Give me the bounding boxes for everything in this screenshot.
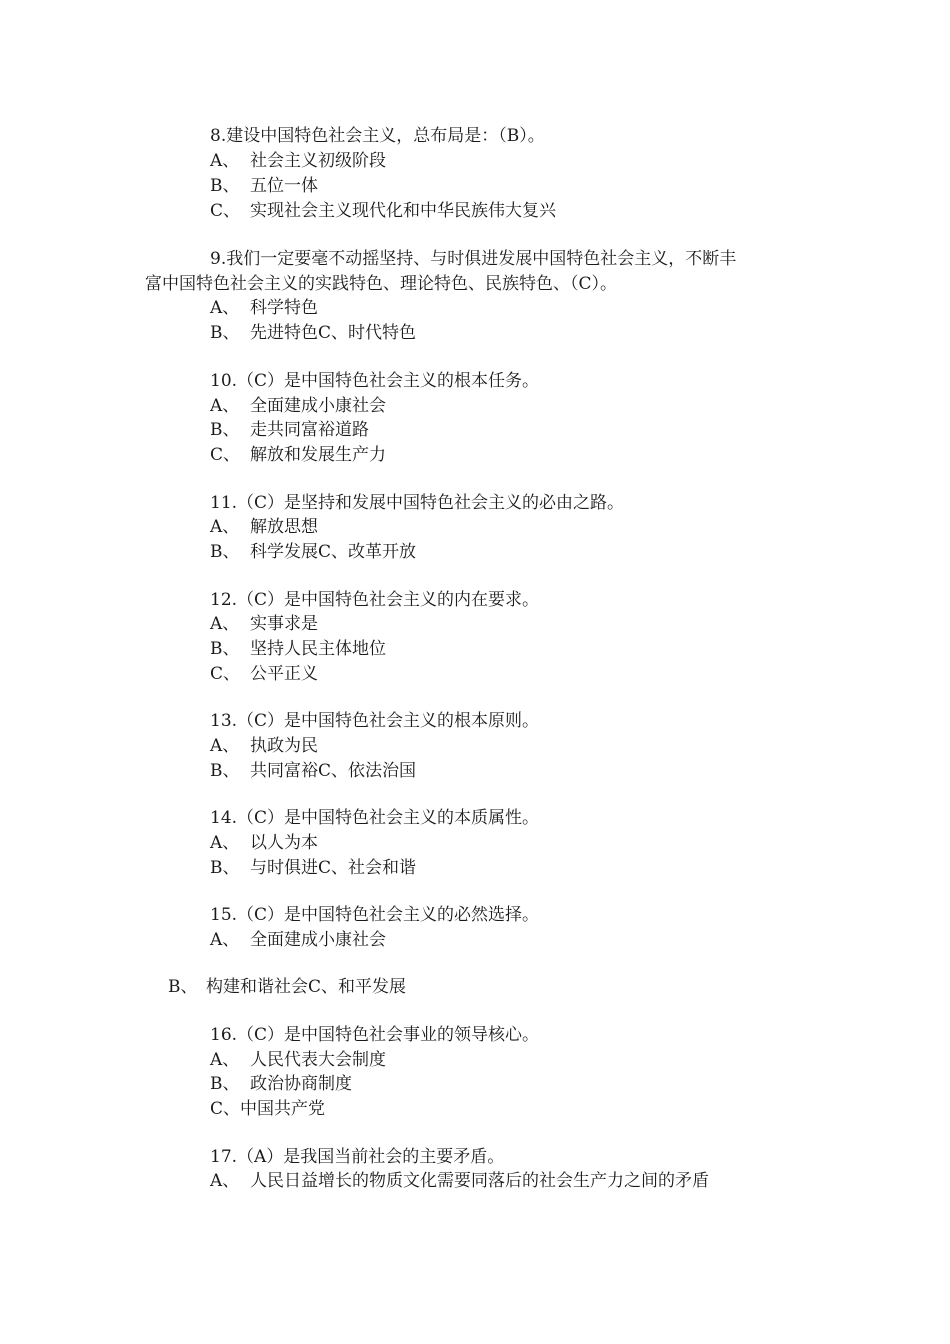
- option-text: 五位一体: [250, 176, 318, 196]
- option-label: C、: [210, 201, 241, 221]
- question-14-option-a: [210, 831, 318, 855]
- option-label: B、: [210, 761, 240, 781]
- option-text: 与时俱进C、社会和谐: [250, 858, 417, 878]
- option-label: A、: [210, 614, 240, 634]
- question-14-stem: 14.（C）是中国特色社会主义的本质属性。: [210, 808, 540, 828]
- option-label: A、: [210, 1050, 240, 1070]
- option-label: A、: [210, 833, 240, 853]
- option-text: 全面建成小康社会: [250, 930, 386, 950]
- option-text: 政治协商制度: [250, 1074, 352, 1094]
- question-16-option-a: [210, 1048, 386, 1072]
- option-text: 构建和谐社会C、和平发展: [206, 977, 407, 997]
- question-8-option-b: [210, 174, 318, 198]
- option-text: 解放和发展生产力: [250, 445, 386, 465]
- option-label: B、: [210, 1074, 240, 1094]
- option-text: 坚持人民主体地位: [250, 639, 386, 659]
- option-label: A、: [210, 517, 240, 537]
- question-13-stem: 13.（C）是中国特色社会主义的根本原则。: [210, 711, 540, 731]
- option-label: B、: [210, 176, 240, 196]
- question-9-stem-line-1: 9.我们一定要毫不动摇坚持、与时俱进发展中国特色社会主义，不断丰: [210, 249, 737, 269]
- option-label: A、: [210, 736, 240, 756]
- question-15-option-a: [210, 928, 386, 952]
- option-text: 执政为民: [250, 736, 318, 756]
- question-8-option-a: [210, 149, 386, 173]
- question-9-stem-line-2: 富中国特色社会主义的实践特色、理论特色、民族特色、（C）。: [145, 274, 618, 294]
- option-label: C、: [210, 445, 241, 465]
- option-text: 人民代表大会制度: [250, 1050, 386, 1070]
- question-10-option-c: [210, 443, 386, 467]
- question-13-option-b: [210, 759, 416, 783]
- option-text: 科学发展C、改革开放: [250, 542, 417, 562]
- question-12-option-b: [210, 637, 386, 661]
- option-text: 走共同富裕道路: [250, 420, 369, 440]
- option-text: 解放思想: [250, 517, 318, 537]
- option-text: 科学特色: [250, 298, 318, 318]
- question-12-option-a: [210, 612, 318, 636]
- question-16-option-b: [210, 1072, 352, 1096]
- question-17-option-a: [210, 1169, 709, 1193]
- option-label: A、: [210, 930, 240, 950]
- question-10-option-b: [210, 418, 369, 442]
- option-label: B、: [210, 542, 240, 562]
- question-17-stem: 17.（A）是我国当前社会的主要矛盾。: [210, 1147, 505, 1167]
- question-14-option-b: [210, 856, 416, 880]
- option-label: B、: [210, 323, 240, 343]
- option-text: 先进特色C、时代特色: [250, 323, 417, 343]
- question-9-option-a: [210, 296, 318, 320]
- option-label: A、: [210, 396, 240, 416]
- option-text: 以人为本: [250, 833, 318, 853]
- option-label: B、: [168, 977, 198, 997]
- question-8-option-c: [210, 199, 556, 223]
- question-12-option-c: [210, 662, 318, 686]
- option-label: B、: [210, 858, 240, 878]
- option-label: B、: [210, 420, 240, 440]
- question-8-stem: 8.建设中国特色社会主义，总布局是：（B）。: [210, 126, 545, 146]
- option-text: C、中国共产党: [210, 1099, 326, 1119]
- option-label: C、: [210, 664, 241, 684]
- question-11-option-b: [210, 540, 416, 564]
- option-label: A、: [210, 1171, 240, 1191]
- option-label: A、: [210, 298, 240, 318]
- question-16-option-c: [210, 1097, 325, 1121]
- question-12-stem: 12.（C）是中国特色社会主义的内在要求。: [210, 590, 540, 610]
- option-label: B、: [210, 639, 240, 659]
- question-10-stem: 10.（C）是中国特色社会主义的根本任务。: [210, 371, 540, 391]
- question-15-option-b: [168, 975, 406, 999]
- question-11-stem: 11.（C）是坚持和发展中国特色社会主义的必由之路。: [210, 493, 625, 513]
- option-text: 人民日益增长的物质文化需要同落后的社会生产力之间的矛盾: [250, 1171, 709, 1191]
- question-16-stem: 16.（C）是中国特色社会事业的领导核心。: [210, 1025, 540, 1045]
- question-9-option-b: [210, 321, 416, 345]
- option-text: 公平正义: [250, 664, 318, 684]
- question-15-stem: 15.（C）是中国特色社会主义的必然选择。: [210, 905, 540, 925]
- question-10-option-a: [210, 394, 386, 418]
- option-text: 实现社会主义现代化和中华民族伟大复兴: [250, 201, 556, 221]
- option-text: 实事求是: [250, 614, 318, 634]
- option-text: 社会主义初级阶段: [250, 151, 386, 171]
- option-text: 共同富裕C、依法治国: [250, 761, 417, 781]
- option-text: 全面建成小康社会: [250, 396, 386, 416]
- option-label: A、: [210, 151, 240, 171]
- question-11-option-a: [210, 515, 318, 539]
- question-13-option-a: [210, 734, 318, 758]
